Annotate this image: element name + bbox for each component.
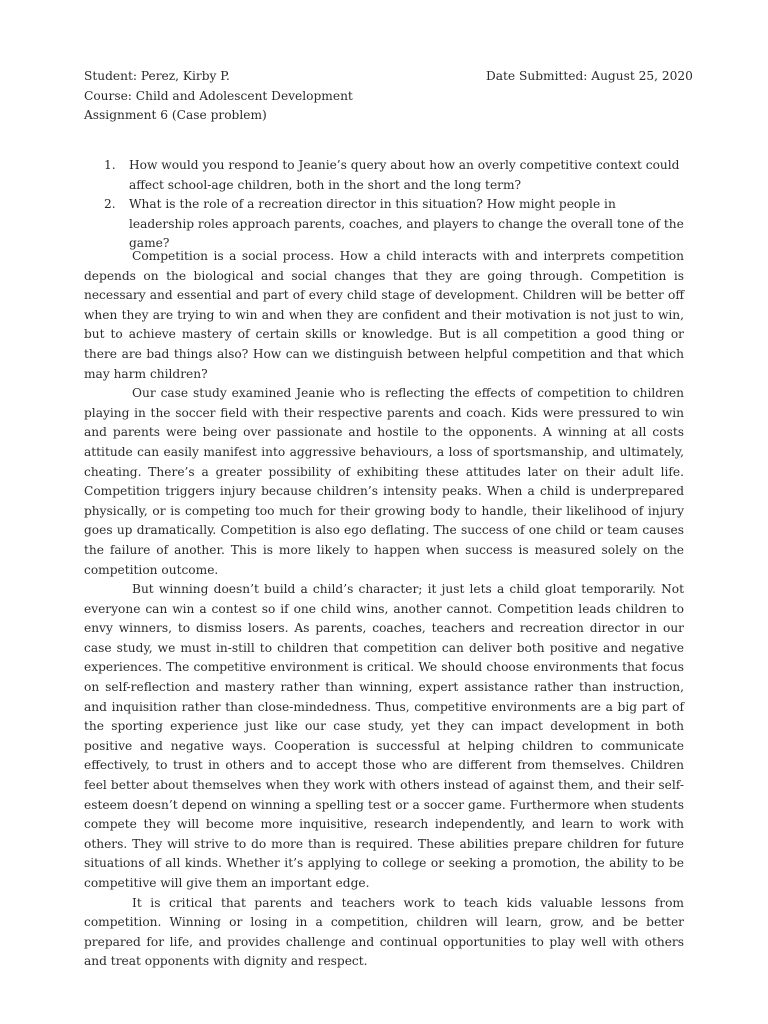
essay-paragraph: Our case study examined Jeanie who is reflecting the effects of competition to children playing in the soccer field with their respective parents and coach. Kids were pressured to win and parents were being over passionate and hostile to the opponents. A winning at all costs attitude can easily manifest into aggressive behaviours, a loss of sportsmanship, and ultimately, cheating. There’s a greater possibility of exhibiting these attitudes later on their adult life. Competition triggers injury because children’s intensity peaks. When a child is underprepared physically, or is competing too much for their growing body to handle, their likelihood of injury goes up dramatically. Competition is also ego deflating. The success of one child or team causes the failure of another. This is more likely to happen when success is measured solely on the competition outcome. xyxy=(84,386,684,577)
header-row-student xyxy=(84,67,693,87)
question-number: 2. xyxy=(104,197,116,212)
essay-paragraph: It is critical that parents and teachers work to teach kids valuable lessons from competition. Winning or losing in a competition, children will learn, grow, and be better prepared for life, and provides challenge and continual opportunities to play well with others and treat opponents with dignity and respect. xyxy=(84,895,684,969)
assignment-title: Assignment 6 (Case problem) xyxy=(84,108,267,123)
date-submitted: Date Submitted: August 25, 2020 xyxy=(486,69,693,83)
essay-paragraph: But winning doesn’t build a child’s character; it just lets a child gloat temporarily. Not everyone can win a contest so if one child wins, another cannot. Competition leads children to envy winners, to dismiss losers. As parents, coaches, teachers and recreation director in our case study, we must in-still to children that competition can deliver both positive and negative experiences. The competitive environment is critical. We should choose environments that focus on self-reflection and mastery rather than winning, expert assistance rather than instruction, and inquisition rather than close-mindedness. Thus, competitive environments are a big part of the sporting experience just like our case study, yet they can impact development in both positive and negative ways. Cooperation is successful at helping children to communicate effectively, to trust in others and to accept those who are different from themselves. Children feel better about themselves when they work with others instead of against them, and their self-esteem doesn’t depend on winning a spelling test or a soccer game. Furthermore when students compete they will become more inquisitive, research independently, and learn to work with others. They will strive to do more than is required. These abilities prepare children for future situations of all kinds. Whether it’s applying to college or seeking a promotion, the ability to be competitive will give them an important edge. xyxy=(84,582,684,890)
document-header xyxy=(84,67,693,126)
question-number: 1. xyxy=(104,158,116,172)
essay-paragraph: Competition is a social process. How a child interacts with and interprets competition depends on the biological and social changes that they are going through. Competition is necessary and essential and part of every child stage of development. Children will be better off when they are trying to win and when they are confident and their motivation is not just to win, but to achieve mastery of certain skills or knowledge. But is all competition a good thing or there are bad things also? How can we distinguish between helpful competition and that which may harm children? xyxy=(84,249,684,381)
essay-body xyxy=(84,247,684,972)
question-list xyxy=(104,156,684,254)
question-text: What is the role of a recreation director in this situation? How might people in leadership roles approach parents, coaches, and players to change the overall tone of the game? xyxy=(129,197,684,251)
question-item xyxy=(104,156,684,195)
student-name: Student: Perez, Kirby P. xyxy=(84,69,230,83)
question-item xyxy=(104,195,684,254)
question-text: How would you respond to Jeanie’s query about how an overly competitive context could affect school-age children, both in the short and the long term? xyxy=(129,158,680,192)
course-name: Course: Child and Adolescent Development xyxy=(84,88,353,103)
